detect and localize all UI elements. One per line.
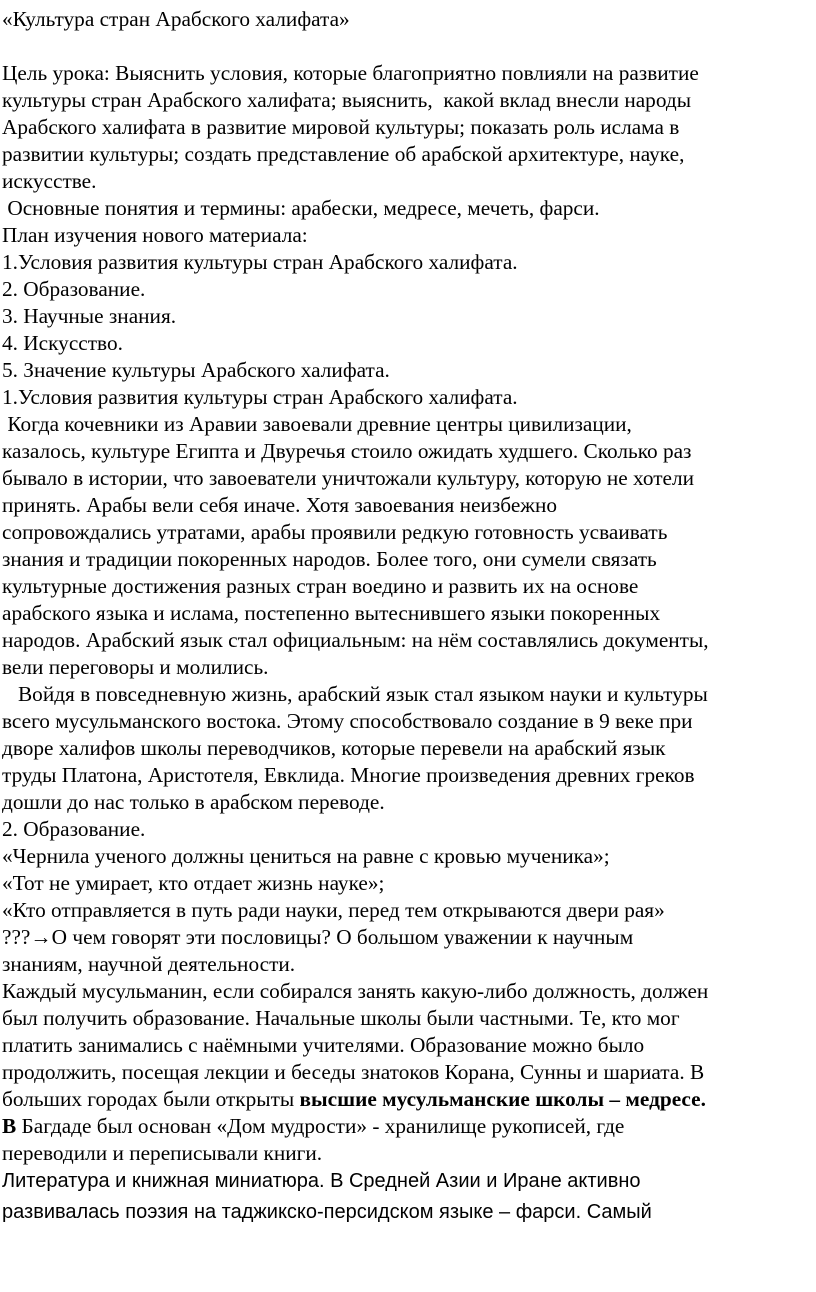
paragraph-line: принять. Арабы вели себя иначе. Хотя завоевания неизбежно xyxy=(2,493,558,517)
key-terms: Основные понятия и термины: арабески, медресе, мечеть, фарси. xyxy=(2,196,600,220)
goal-line: искусстве. xyxy=(2,169,97,193)
paragraph-line: казалось, культуре Египта и Двуречья стоило ожидать худшего. Сколько раз xyxy=(2,439,692,463)
bold-text: В xyxy=(2,1114,17,1138)
paragraph-line: знания и традиции покоренных народов. Более того, они сумели связать xyxy=(2,547,657,571)
goal-line: культуры стран Арабского халифата; выяснить, какой вклад внесли народы xyxy=(2,88,692,112)
question-line: знаниям, научной деятельности. xyxy=(2,952,296,976)
plan-item: 2. Образование. xyxy=(2,277,146,301)
paragraph-line: бывало в истории, что завоеватели уничтожали культуру, которую не хотели xyxy=(2,466,695,490)
paragraph-line xyxy=(2,1113,816,1140)
plan-item: 3. Научные знания. xyxy=(2,304,177,328)
paragraph-line: дворе халифов школы переводчиков, которые перевели на арабский язык xyxy=(2,736,666,760)
paragraph-line: всего мусульманского востока. Этому способствовало создание в 9 веке при xyxy=(2,709,693,733)
plan-heading: План изучения нового материала: xyxy=(2,223,308,247)
paragraph-line: продолжить, посещая лекции и беседы знатоков Корана, Сунны и шариата. В xyxy=(2,1060,705,1084)
paragraph-line: Каждый мусульманин, если собирался занять какую-либо должность, должен xyxy=(2,979,709,1003)
paragraph-line: арабского языка и ислама, постепенно вытеснившего языки покоренных xyxy=(2,601,661,625)
plain-text: Багдаде был основан «Дом мудрости» - хранилище рукописей, где xyxy=(16,1114,625,1138)
paragraph-line: сопровождались утратами, арабы проявили редкую готовность усваивать xyxy=(2,520,668,544)
paragraph-line: дошли до нас только в арабском переводе. xyxy=(2,790,385,814)
paragraph-line xyxy=(2,1086,816,1113)
paragraph-line: переводили и переписывали книги. xyxy=(2,1141,323,1165)
question-line: ???→О чем говорят эти пословицы? О большом уважении к научным xyxy=(2,925,634,949)
proverb: «Чернила ученого должны цениться на равне с кровью мученика»; xyxy=(2,844,610,868)
paragraph-line: труды Платона, Аристотеля, Евклида. Многие произведения древних греков xyxy=(2,763,695,787)
plan-item: 5. Значение культуры Арабского халифата. xyxy=(2,358,390,382)
section-heading: 1.Условия развития культуры стран Арабского халифата. xyxy=(2,385,518,409)
goal-line: Арабского халифата в развитие мировой культуры; показать роль ислама в xyxy=(2,115,680,139)
document-title: «Культура стран Арабского халифата» xyxy=(2,7,350,31)
goal-line: Цель урока: Выяснить условия, которые благоприятно повлияли на развитие xyxy=(2,61,699,85)
paragraph-line: культурные достижения разных стран воедино и развить их на основе xyxy=(2,574,639,598)
plain-text: больших городах были открыты xyxy=(2,1087,300,1111)
spacer xyxy=(0,33,816,60)
paragraph-line: платить занимались с наёмными учителями. Образование можно было xyxy=(2,1033,645,1057)
plan-item: 4. Искусство. xyxy=(2,331,123,355)
paragraph-line: Когда кочевники из Аравии завоевали древние центры цивилизации, xyxy=(2,412,632,436)
proverb: «Тот не умирает, кто отдает жизнь науке»; xyxy=(2,871,385,895)
plan-item: 1.Условия развития культуры стран Арабского халифата. xyxy=(2,250,518,274)
paragraph-line: вели переговоры и молились. xyxy=(2,655,269,679)
literature-line: Литература и книжная миниатюра. В Средней Азии и Иране активно xyxy=(2,1170,641,1192)
paragraph-line: народов. Арабский язык стал официальным: на нём составлялись документы, xyxy=(2,628,709,652)
proverb: «Кто отправляется в путь ради науки, перед тем открываются двери рая» xyxy=(2,898,665,922)
literature-line: развивалась поэзия на таджикско-персидском языке – фарси. Самый xyxy=(2,1201,652,1223)
goal-line: развитии культуры; создать представление об арабской архитектуре, науке, xyxy=(2,142,685,166)
paragraph-line: был получить образование. Начальные школы были частными. Те, кто мог xyxy=(2,1006,680,1030)
paragraph-line: Войдя в повседневную жизнь, арабский язык стал языком науки и культуры xyxy=(2,682,708,706)
section-heading: 2. Образование. xyxy=(2,817,146,841)
bold-text: высшие мусульманские школы – медресе. xyxy=(299,1087,706,1111)
